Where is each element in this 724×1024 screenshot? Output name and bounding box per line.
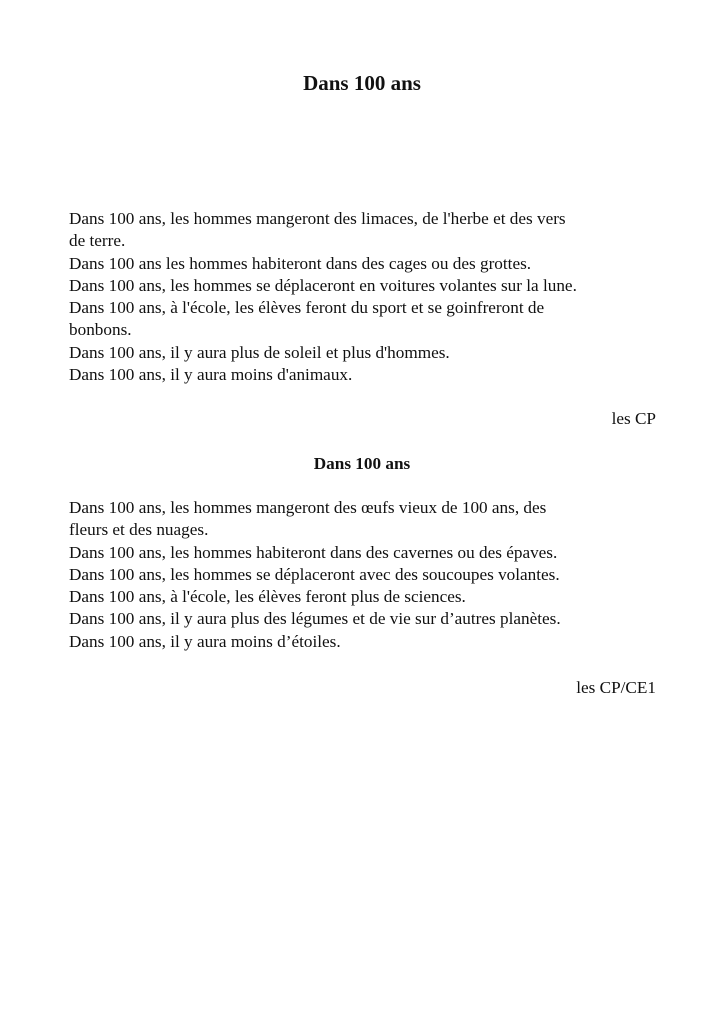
text-line: de terre. [69,231,126,251]
text-block-cp [69,208,659,386]
section-title: Dans 100 ans [313,454,411,473]
text-line: Dans 100 ans, il y aura moins d’étoiles. [69,631,341,651]
signature-cp: les CP [611,409,656,428]
text-line: Dans 100 ans, les hommes mangeront des limaces, de l'herbe et des vers [69,209,566,228]
text-line: Dans 100 ans, il y aura moins d'animaux. [69,365,353,385]
text-line: Dans 100 ans, les hommes se déplaceront en voitures volantes sur la lune. [69,275,577,295]
text-line: Dans 100 ans, il y aura plus de soleil et plus d'hommes. [69,342,450,362]
page-title: Dans 100 ans [303,71,421,95]
text-line: Dans 100 ans, les hommes habiteront dans des cavernes ou des épaves. [69,542,558,562]
text-block-cp-ce1 [69,497,659,653]
text-line: Dans 100 ans, les hommes se déplaceront avec des soucoupes volantes. [69,564,560,584]
text-line: Dans 100 ans, les hommes mangeront des œufs vieux de 100 ans, des [69,498,547,517]
signature-cp-ce1: les CP/CE1 [576,678,656,697]
text-line: Dans 100 ans, à l'école, les élèves feront du sport et se goinfreront de [69,298,545,318]
text-line: Dans 100 ans, à l'école, les élèves feront plus de sciences. [69,587,466,607]
text-line: fleurs et des nuages. [69,520,209,540]
text-line: Dans 100 ans les hommes habiteront dans des cages ou des grottes. [69,253,532,273]
text-line: bonbons. [69,320,132,340]
text-line: Dans 100 ans, il y aura plus des légumes et de vie sur d’autres planètes. [69,609,561,629]
